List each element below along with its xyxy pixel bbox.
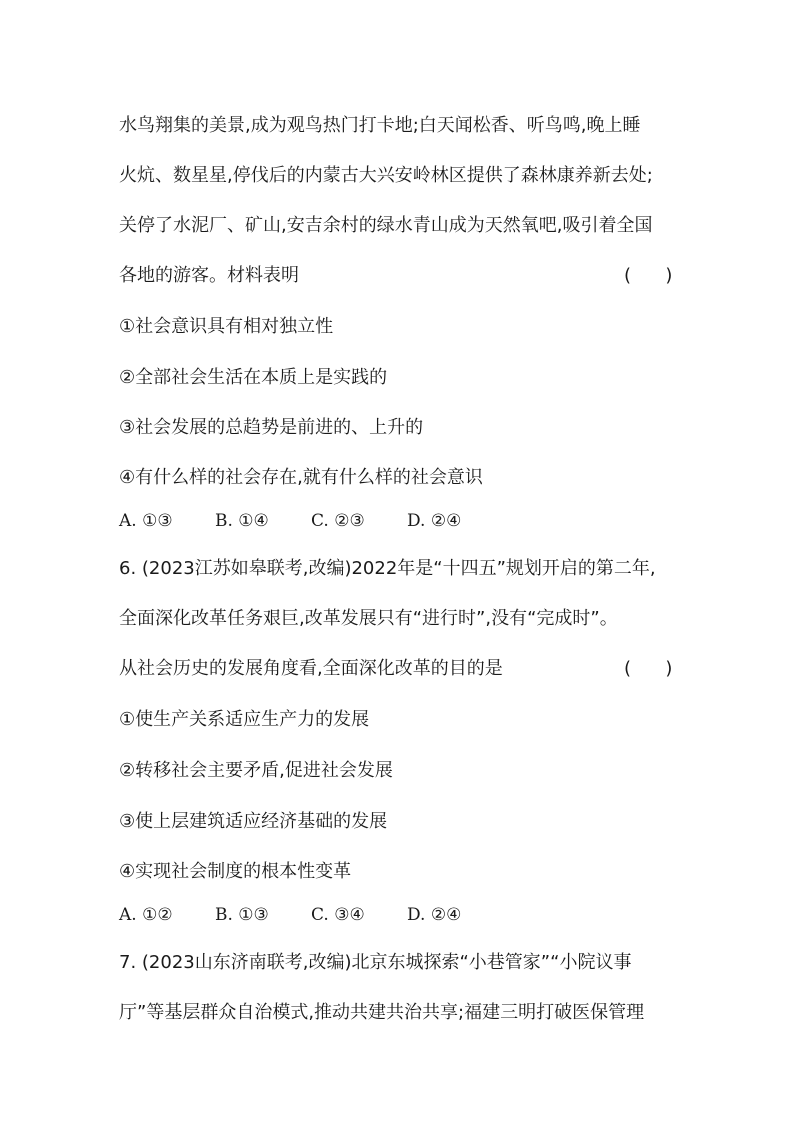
q6-option-b: B. ①③	[215, 905, 269, 925]
q5-option-d: D. ②④	[407, 511, 462, 531]
q6-option-d: D. ②④	[407, 905, 462, 925]
q6-statement-1: ①使生产关系适应生产力的发展	[119, 709, 370, 730]
q6-option-c: C. ③④	[311, 905, 365, 925]
q5-statement-3: ③社会发展的总趋势是前进的、上升的	[119, 417, 424, 438]
q5-option-b: B. ①④	[215, 511, 269, 531]
q6-text-line-3: 从社会历史的发展角度看,全面深化改革的目的是	[119, 658, 503, 679]
q5-text-line-1: 水鸟翔集的美景,成为观鸟热门打卡地;白天闻松香、听鸟鸣,晚上睡	[119, 115, 641, 136]
q5-statement-1: ①社会意识具有相对独立性	[119, 316, 334, 337]
q5-statement-4: ④有什么样的社会存在,就有什么样的社会意识	[119, 467, 483, 488]
q6-text-line-2: 全面深化改革任务艰巨,改革发展只有“进行时”,没有“完成时”。	[119, 608, 618, 629]
q6-text-line-1: 6. (2023江苏如皋联考,改编)2022年是“十四五”规划开启的第二年,	[119, 558, 656, 579]
q5-statement-2: ②全部社会生活在本质上是实践的	[119, 367, 388, 388]
q5-text-line-2: 火炕、数星星,停伐后的内蒙古大兴安岭林区提供了森林康养新去处;	[119, 165, 653, 186]
q6-statement-3: ③使上层建筑适应经济基础的发展	[119, 811, 388, 832]
q5-option-a: A. ①③	[119, 511, 173, 531]
q6-statement-2: ②转移社会主要矛盾,促进社会发展	[119, 760, 393, 781]
q5-option-c: C. ②③	[311, 511, 365, 531]
q6-answer-bracket: ( )	[624, 658, 673, 679]
q6-option-a: A. ①②	[119, 905, 173, 925]
q7-text-line-2: 厅”等基层群众自治模式,推动共建共治共享;福建三明打破医保管理	[119, 1002, 645, 1023]
q5-answer-bracket: ( )	[624, 265, 673, 286]
q5-text-line-3: 关停了水泥厂、矿山,安吉余村的绿水青山成为天然氧吧,吸引着全国	[119, 215, 653, 236]
q5-text-line-4: 各地的游客。材料表明	[119, 265, 299, 286]
q7-text-line-1: 7. (2023山东济南联考,改编)北京东城探索“小巷管家”“小院议事	[119, 952, 632, 973]
q6-statement-4: ④实现社会制度的根本性变革	[119, 861, 352, 882]
